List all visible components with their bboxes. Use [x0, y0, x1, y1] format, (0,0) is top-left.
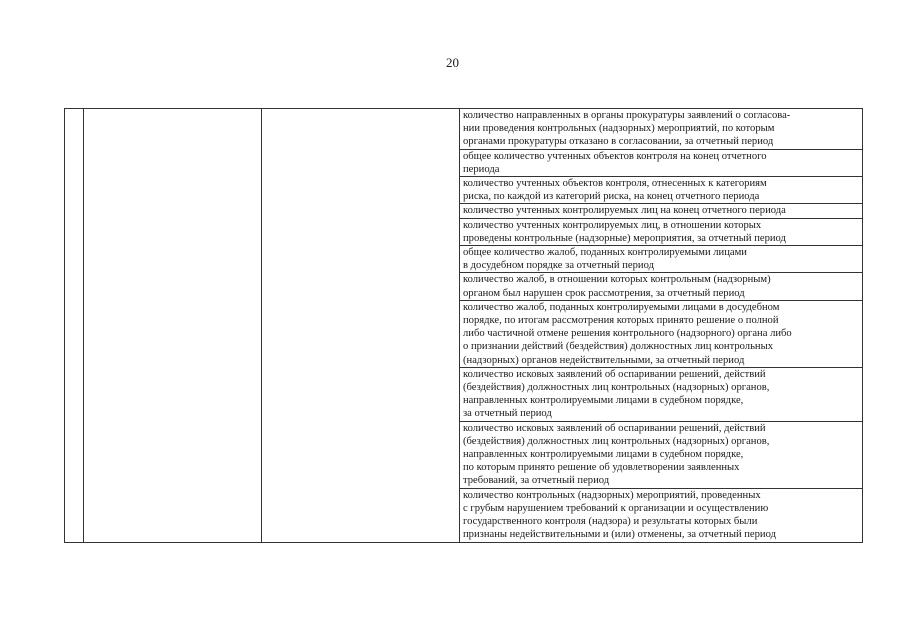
page-number: 20 [446, 55, 459, 70]
report-table-container [64, 108, 852, 543]
indicator-text-line: по которым принято решение об удовлетворении заявленных [463, 462, 740, 474]
indicator-cell [460, 300, 863, 367]
empty-column-cell-3 [262, 109, 460, 543]
indicator-text-line: (надзорных) органов недействительными, за отчетный период [463, 354, 745, 366]
indicator-cell [460, 218, 863, 245]
indicator-cell [460, 421, 863, 488]
indicator-text-line: общее количество учтенных объектов контроля на конец отчетного [463, 150, 767, 162]
indicator-text-line: количество учтенных контролируемых лиц на конец отчетного периода [463, 205, 786, 217]
indicator-cell [460, 177, 863, 204]
indicator-text-line: (бездействия) должностных лиц контрольных (надзорных) органов, [463, 382, 770, 394]
indicator-text-line: о признании действий (бездействия) должностных лиц контрольных [463, 341, 774, 353]
indicator-text-line: общее количество жалоб, поданных контролируемыми лицами [463, 247, 747, 259]
indicator-text-line: направленных контролируемыми лицами в судебном порядке, [463, 395, 744, 407]
indicator-text-line: признаны недействительными и (или) отменены, за отчетный период [463, 529, 776, 541]
report-table-body [65, 109, 863, 543]
indicator-text-line: (бездействия) должностных лиц контрольных (надзорных) органов, [463, 435, 770, 447]
table-row [65, 109, 863, 150]
indicator-cell [460, 109, 863, 150]
indicator-text-line: нии проведения контрольных (надзорных) мероприятий, по которым [463, 123, 775, 135]
indicator-text-line: органами прокуратуры отказано в согласовании, за отчетный период [463, 136, 774, 148]
indicator-text-line: за отчетный период [463, 408, 552, 420]
indicator-text-line: направленных контролируемыми лицами в судебном порядке, [463, 449, 744, 461]
indicator-cell [460, 149, 863, 176]
indicator-text-line: требований, за отчетный период [463, 475, 610, 487]
indicator-cell [460, 273, 863, 300]
indicator-text-line: либо частичной отмене решения контрольного (надзорного) органа либо [463, 328, 792, 340]
indicator-text-line: количество жалоб, поданных контролируемыми лицами в досудебном [463, 301, 780, 313]
empty-column-cell-2 [84, 109, 262, 543]
indicator-cell [460, 204, 863, 218]
indicator-text-line: периода [463, 163, 500, 175]
indicator-text-line: проведены контрольные (надзорные) мероприятия, за отчетный период [463, 232, 786, 244]
indicator-text-line: риска, по каждой из категорий риска, на конец отчетного периода [463, 191, 760, 203]
indicator-text-line: количество учтенных контролируемых лиц, в отношении которых [463, 219, 762, 231]
indicator-cell [460, 488, 863, 542]
indicator-text-line: количество учтенных объектов контроля, отнесенных к категориям [463, 178, 767, 190]
indicator-text-line: в досудебном порядке за отчетный период [463, 260, 654, 272]
indicator-text-line: с грубым нарушением требований к организации и осуществлению [463, 502, 769, 514]
indicator-cell [460, 246, 863, 273]
indicator-text-line: государственного контроля (надзора) и результаты которых были [463, 516, 758, 528]
report-table [64, 108, 863, 543]
indicator-text-line: порядке, по итогам рассмотрения которых принято решение о полной [463, 315, 779, 327]
indicator-text-line: количество жалоб, в отношении которых контрольным (надзорным) [463, 274, 771, 286]
empty-column-cell-1 [65, 109, 84, 543]
indicator-text-line: количество контрольных (надзорных) мероприятий, проведенных [463, 489, 761, 501]
indicator-text-line: количество исковых заявлений об оспаривании решений, действий [463, 368, 766, 380]
indicator-cell [460, 367, 863, 421]
indicator-text-line: органом был нарушен срок рассмотрения, за отчетный период [463, 287, 745, 299]
indicator-text-line: количество направленных в органы прокуратуры заявлений о согласова- [463, 110, 791, 121]
indicator-text-line: количество исковых заявлений об оспаривании решений, действий [463, 422, 766, 434]
